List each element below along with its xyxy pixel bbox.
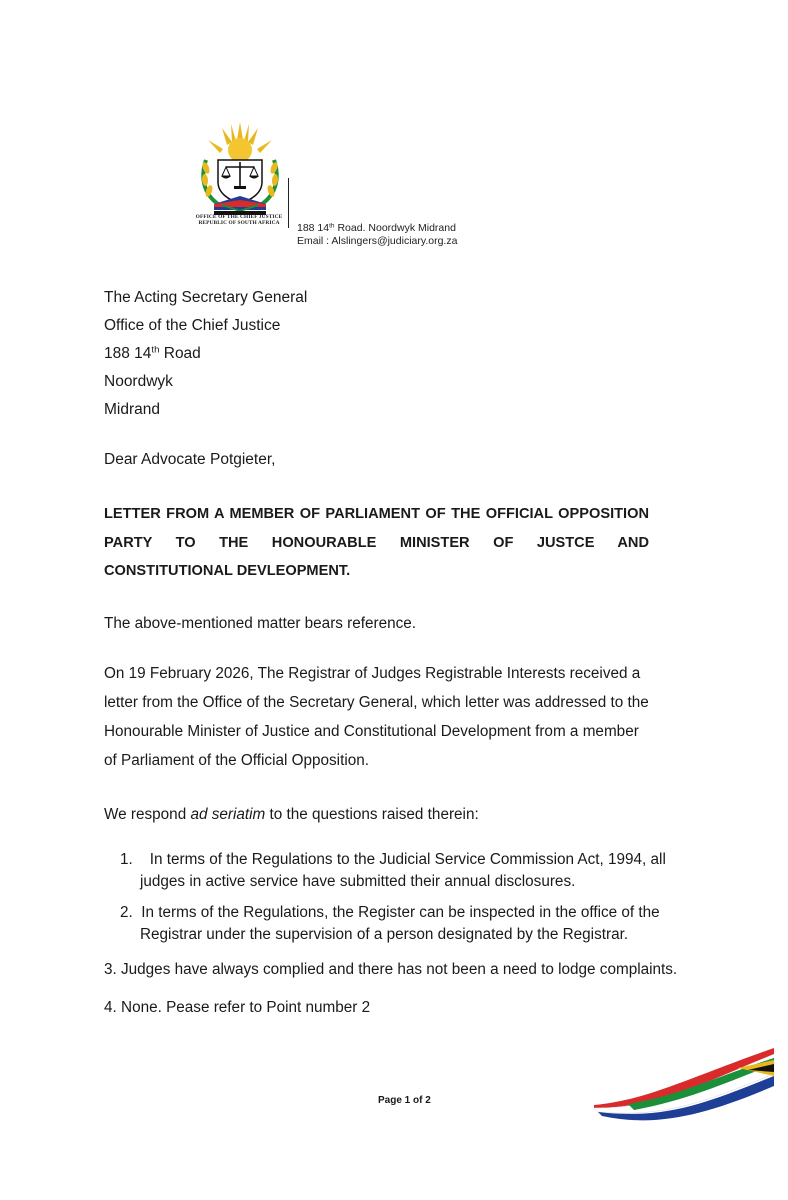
- body-paragraph-3: [104, 800, 652, 829]
- subject-line1: LETTER FROM A MEMBER OF PARLIAMENT OF THE OFFICIAL OPPOSITION: [104, 506, 649, 522]
- recipient-line3-rest: Road: [159, 345, 201, 362]
- item-1-line1: In terms of the Regulations to the Judicial Service Commission Act, 1994, all: [149, 851, 666, 868]
- recipient-address: [104, 284, 307, 424]
- letterhead-address: [297, 222, 457, 235]
- paragraph-3-before: We respond: [104, 806, 191, 823]
- recipient-line5: Midrand: [104, 401, 160, 418]
- body-paragraph-1: The above-mentioned matter bears reference.: [104, 615, 417, 632]
- paragraph-2-line4: of Parliament of the Official Opposition.: [104, 752, 369, 769]
- paragraph-2-line1: On 19 February 2026, The Registrar of Judges Registrable Interests received a: [104, 665, 641, 682]
- response-item-3: [104, 959, 677, 981]
- paragraph-3-after: to the questions raised therein:: [265, 806, 479, 823]
- recipient-line4: Noordwyk: [104, 373, 173, 390]
- response-item-2: [120, 902, 660, 946]
- item-2-line1: In terms of the Regulations, the Register can be inspected in the office of the: [141, 904, 660, 921]
- item-2-number: 2.: [120, 904, 133, 921]
- recipient-line3-sup: th: [151, 344, 160, 356]
- letterhead-address-number: 188 14: [297, 222, 330, 234]
- item-1-number: 1.: [120, 851, 133, 868]
- subject-line3: CONSTITUTIONAL DEVLEOPMENT.: [104, 563, 351, 579]
- recipient-line3: [104, 340, 307, 368]
- item-3-number: 3.: [104, 961, 117, 978]
- item-2-line2: Registrar under the supervision of a person designated by the Registrar.: [140, 926, 629, 943]
- recipient-line3-number: 188 14: [104, 345, 152, 362]
- letterhead-contact: [297, 222, 457, 248]
- response-item-4: [104, 997, 370, 1019]
- subject-line2: PARTY TO THE HONOURABLE MINISTER OF JUSTCE AND: [104, 534, 649, 551]
- item-3-line1: Judges have always complied and there has not been a need to lodge complaints.: [121, 961, 678, 978]
- crest-caption-line2: REPUBLIC OF SOUTH AFRICA: [198, 220, 280, 226]
- paragraph-2-line3: Honourable Minister of Justice and Constitutional Development from a member: [104, 723, 639, 740]
- item-4-number: 4.: [104, 999, 117, 1016]
- letter-subject: [104, 500, 649, 586]
- letterhead-address-rest: Road. Noordwyk Midrand: [334, 222, 456, 234]
- recipient-line1: The Acting Secretary General: [104, 289, 308, 306]
- letterhead-divider: [288, 178, 289, 228]
- letterhead-address-sup: th: [329, 222, 335, 230]
- salutation: Dear Advocate Potgieter,: [104, 451, 276, 468]
- response-item-1: [120, 849, 666, 893]
- paragraph-2-line2: letter from the Office of the Secretary General, which letter was addressed to the: [104, 694, 649, 711]
- item-1-line2: judges in active service have submitted their annual disclosures.: [140, 873, 576, 890]
- page-number: Page 1 of 2: [378, 1095, 431, 1106]
- recipient-line2: Office of the Chief Justice: [104, 317, 281, 334]
- letterhead-email: Email : Alslingers@judiciary.org.za: [297, 235, 458, 247]
- crest-caption: [190, 214, 288, 226]
- body-paragraph-2: [104, 659, 652, 775]
- item-4-line1: None. Pease refer to Point number 2: [121, 999, 371, 1016]
- paragraph-3-italic: ad seriatim: [190, 806, 266, 823]
- crest-caption-line1: OFFICE OF THE CHIEF JUSTICE: [195, 214, 283, 220]
- flag-ribbon-icon: [588, 1030, 778, 1130]
